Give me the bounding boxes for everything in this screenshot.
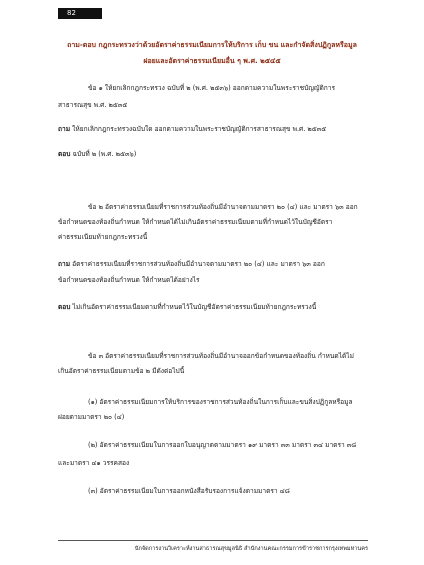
- clause-2-line-3: ค่าธรรมเนียมท้ายกฎกระทรวงนี้: [58, 233, 148, 241]
- item-1-line-2: ฝอยตามมาตรา ๒๐ (๔): [58, 413, 125, 421]
- answer-1: [58, 150, 136, 158]
- clause-2-line-2: ข้อกำหนดของท้องถิ่นกำหนด ให้กำหนดได้ไม่เกินอัตราค่าธรรมเนียมตามที่กำหนดไว้ในบัญชีอัตรา: [58, 218, 333, 226]
- question-2-line-1: [58, 260, 325, 268]
- answer-text: ฉบับที่ ๒ (พ.ศ. ๒๕๓๖): [72, 150, 137, 158]
- item-3: (๓) อัตราค่าธรรมเนียมในการออกหนังสือรับรองการแจ้งตามมาตรา ๔๘: [88, 487, 290, 495]
- question-text: ให้ยกเลิกกฎกระทรวงฉบับใด ออกตามความในพระราชบัญญัติการสาธารณสุข พ.ศ. ๒๕๓๕: [72, 125, 327, 133]
- clause-3-line-1: ข้อ ๓ อัตราค่าธรรมเนียมที่ราชการส่วนท้องถิ่นมีอำนาจออกข้อกำหนดของท้องถิ่น กำหนดได้ไม่: [88, 352, 354, 360]
- clause-2-line-1: ข้อ ๒ อัตราค่าธรรมเนียมที่ราชการส่วนท้องถิ่นมีอำนาจตามมาตรา ๒๐ (๔) และ มาตรา ๖๓ ออก: [88, 203, 358, 211]
- item-2-line-1: (๒) อัตราค่าธรรมเนียมในการออกใบอนุญาตตามมาตรา ๑๙ มาตรา ๓๓ มาตรา ๓๔ มาตรา ๓๘: [88, 441, 357, 449]
- footer-divider: [58, 540, 368, 541]
- answer-label: ตอบ: [58, 303, 71, 311]
- answer-text: ไม่เกินอัตราค่าธรรมเนียมตามที่กำหนดไว้ในบัญชีอัตราค่าธรรมเนียมท้ายกฎกระทรวงนี้: [72, 303, 317, 311]
- question-1: [58, 125, 326, 133]
- document-title-line-2: ฝอยและอัตราค่าธรรมเนียมอื่น ๆ พ.ศ. ๒๕๔๕: [143, 57, 281, 65]
- clause-3-line-2: เกินอัตราค่าธรรมเนียมตามข้อ ๒ มีดังต่อไปนี้: [58, 367, 185, 375]
- question-label: ถาม: [58, 125, 71, 133]
- question-2-line-2: ข้อกำหนดของท้องถิ่นกำหนด ให้กำหนดได้อย่างไร: [58, 276, 200, 284]
- item-1-line-1: (๑) อัตราค่าธรรมเนียมการให้บริการของราชการส่วนท้องถิ่นในการเก็บและขนสิ่งปฏิกูลหรือมูล: [88, 398, 353, 406]
- page-footer: นักจัดการงานวิเคราะห์งานสาธารณสุขมูลนิธิ สำนักงานคณะกรรมการข้าราชการกรุงเทพมหานคร: [134, 546, 368, 552]
- question-text: อัตราค่าธรรมเนียมที่ราชการส่วนท้องถิ่นมีอำนาจตามมาตรา ๒๐ (๔) และ มาตรา ๖๓ ออก: [72, 260, 325, 268]
- item-2-line-2: และมาตรา ๔๑ วรรคสอง: [58, 459, 130, 467]
- page-number-tab: 82: [58, 8, 102, 19]
- answer-label: ตอบ: [58, 150, 71, 158]
- question-label: ถาม: [58, 260, 71, 268]
- document-title-line-1: ถาม-ตอบ กฎกระทรวงว่าด้วยอัตราค่าธรรมเนียมการให้บริการ เก็บ ขน และกำจัดสิ่งปฏิกูลหรือมูล: [67, 41, 357, 49]
- clause-1-line-2: สาธารณสุข พ.ศ. ๒๕๓๕: [58, 101, 128, 109]
- clause-1-line-1: ข้อ ๑ ให้ยกเลิกกฎกระทรวง ฉบับที่ ๒ (พ.ศ. ๒๕๓๖) ออกตามความในพระราชบัญญัติการ: [88, 84, 336, 92]
- answer-2: [58, 303, 316, 311]
